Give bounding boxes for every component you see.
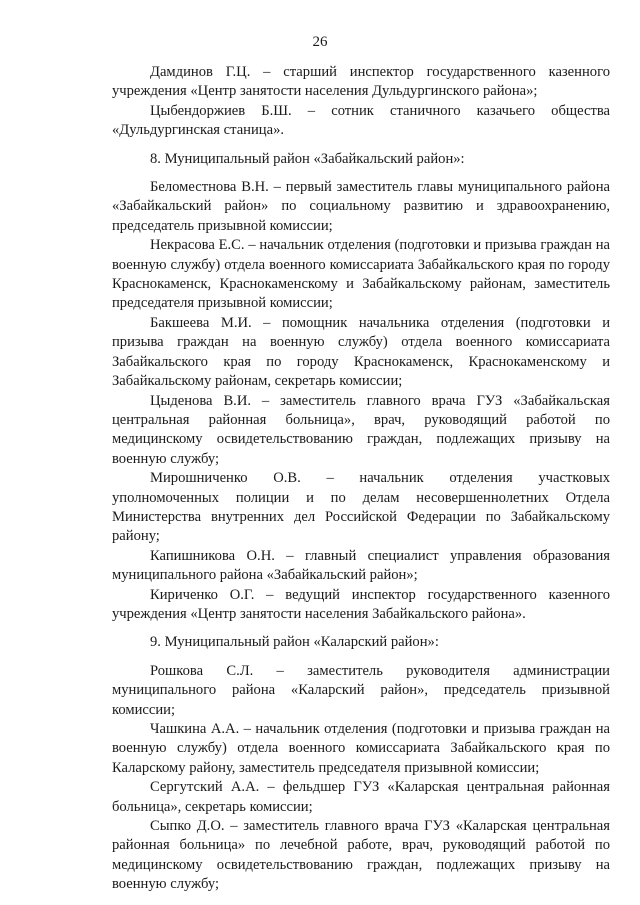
member-entry: Цыденова В.И. – заместитель главного врача ГУЗ «Забайкальская центральная районная больница», врач, руководящий работой по медицинскому освидетельствованию граждан, подлежащих призыву на военную службу; (112, 392, 610, 467)
member-entry: Рошкова С.Л. – заместитель руководителя администрации муниципального района «Каларский район», председатель призывной комиссии; (112, 662, 610, 718)
member-entry: Сыпко Д.О. – заместитель главного врача ГУЗ «Каларская центральная районная больница» по лечебной работе, врач, руководящий работой по медицинскому освидетельствованию граждан, подлежащих призыву на военную службу; (112, 818, 610, 893)
member-entry: Некрасова Е.С. – начальник отделения (подготовки и призыва граждан на военную службу) отдела военного комиссариата Забайкальского края по городу Краснокаменск, Краснокаменскому и Забайкальскому районам, заместитель председателя призывной комиссии; (112, 237, 610, 312)
member-entry: Мирошниченко О.В. – начальник отделения участковых уполномоченных полиции и по делам несовершеннолетних Отдела Министерства внутренних дел Российской Федерации по Забайкальскому району; (112, 470, 610, 545)
member-entry: Цыбендоржиев Б.Ш. – сотник станичного казачьего общества «Дульдургинская станица». (112, 102, 610, 139)
section-heading: 9. Муниципальный район «Каларский район»: (150, 634, 439, 651)
member-entry: Беломестнова В.Н. – первый заместитель главы муниципального района «Забайкальский район» по социальному развитию и здравоохранению, председатель призывной комиссии; (112, 179, 610, 234)
member-entry: Капишникова О.Н. – главный специалист управления образования муниципального района «Забайкальский район»; (112, 547, 610, 584)
document-body (112, 63, 610, 895)
member-entry: Кириченко О.Г. – ведущий инспектор государственного казенного учреждения «Центр занятости населения Забайкальского района». (112, 586, 610, 622)
member-entry: Дамдинов Г.Ц. – старший инспектор государственного казенного учреждения «Центр занятости населения Дульдургинского района»; (112, 64, 610, 100)
member-entry: Сергутский А.А. – фельдшер ГУЗ «Каларская центральная районная больница», секретарь комиссии; (112, 779, 610, 815)
section-heading: 8. Муниципальный район «Забайкальский район»: (150, 150, 465, 167)
member-entry: Бакшеева М.И. – помощник начальника отделения (подготовки и призыва граждан на военную службу) отдела военного комиссариата Забайкальского края по городу Краснокаменск, Краснокаменскому и Забайкальскому районам, секретарь комиссии; (112, 314, 610, 390)
member-entry: Чашкина А.А. – начальник отделения (подготовки и призыва граждан на военную службу) отдела военного комиссариата Забайкальского края по Каларскому району, заместитель председателя призывной комиссии; (112, 721, 610, 776)
page-number: 26 (312, 34, 328, 50)
